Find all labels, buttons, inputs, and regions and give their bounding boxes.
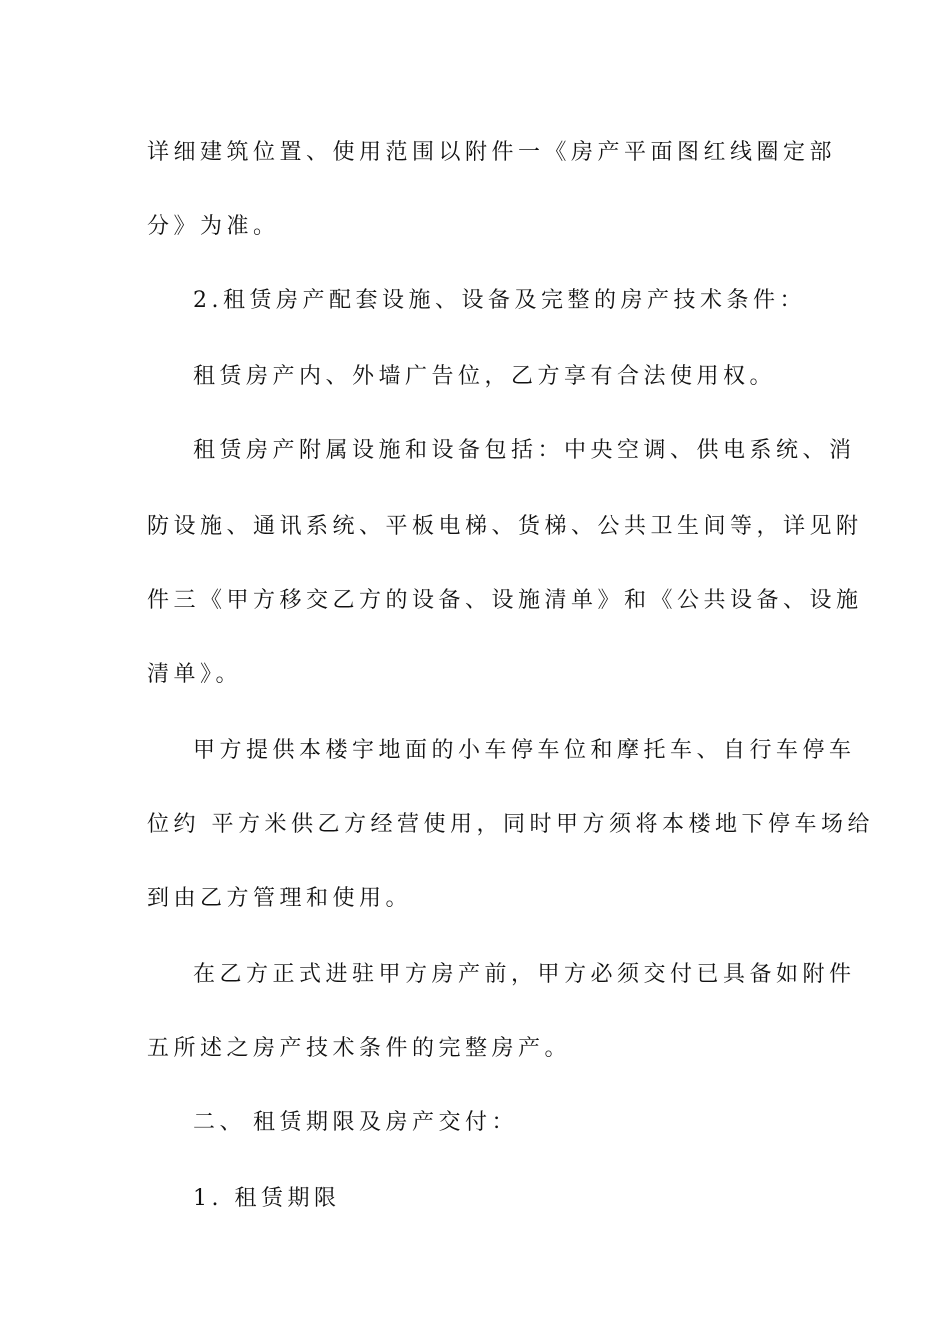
paragraph-line: 到由乙方管理和使用。	[147, 886, 413, 911]
subsection-one-heading: 1. 租赁期限	[193, 1186, 341, 1211]
paragraph-line: 在乙方正式进驻甲方房产前，甲方必须交付已具备如附件	[193, 962, 856, 987]
paragraph-line: 防设施、通讯系统、平板电梯、货梯、公共卫生间等，详见附	[147, 514, 863, 539]
paragraph-line: 五所述之房产技术条件的完整房产。	[147, 1036, 572, 1061]
paragraph-line: 租赁房产内、外墙广告位，乙方享有合法使用权。	[193, 364, 777, 389]
paragraph-line: 租赁房产附属设施和设备包括：中央空调、供电系统、消	[193, 438, 856, 463]
paragraph-line: 详细建筑位置、使用范围以附件一《房产平面图红线圈定部	[147, 140, 837, 165]
section-two-number: 二、	[193, 1110, 247, 1135]
section-two-title: 租赁期限及房产交付：	[253, 1110, 519, 1135]
paragraph-line: 位约 平方米供乙方经营使用，同时甲方须将本楼地下停车场给	[147, 812, 874, 837]
paragraph-line: 件三《甲方移交乙方的设备、设施清单》和《公共设备、设施	[147, 588, 863, 613]
paragraph-line: 分》为准。	[147, 214, 280, 239]
clause-2-heading: 2.租赁房产配套设施、设备及完整的房产技术条件：	[193, 288, 806, 313]
paragraph-line: 甲方提供本楼宇地面的小车停车位和摩托车、自行车停车	[193, 738, 856, 763]
paragraph-line: 清单》。	[147, 662, 243, 687]
